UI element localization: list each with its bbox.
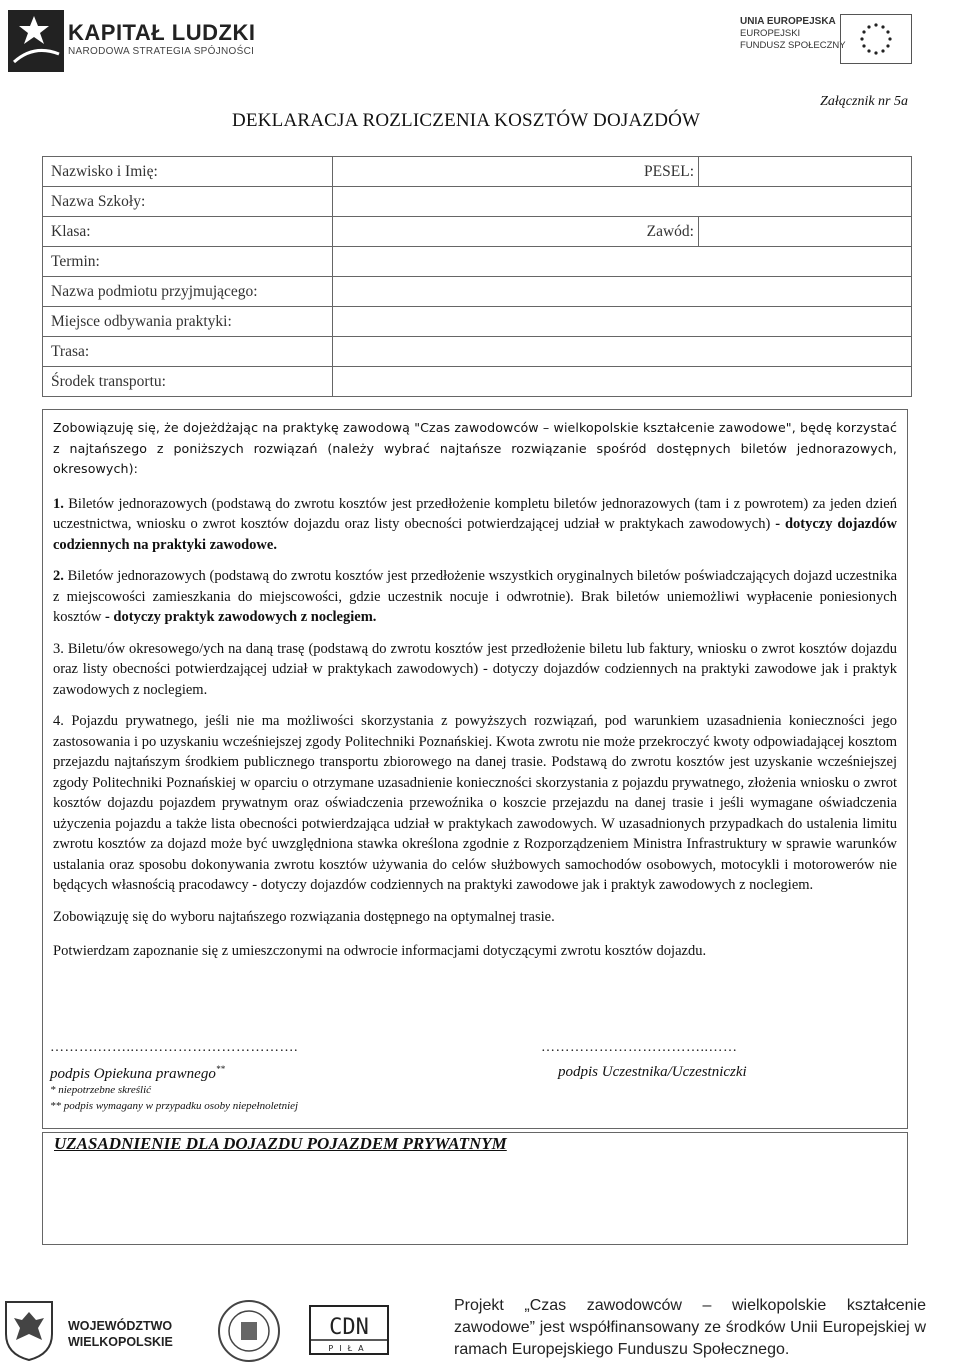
school-field[interactable]: [333, 187, 912, 217]
voivodeship-line-1: WOJEWÓDZTWO: [68, 1319, 173, 1333]
voivodeship-line-2: WIELKOPOLSKIE: [68, 1335, 173, 1349]
personal-data-table: [42, 156, 912, 397]
voivodeship-label: [68, 1318, 173, 1350]
route-field[interactable]: [333, 337, 912, 367]
option-2-number: 2.: [53, 568, 64, 584]
guardian-signature-mark: **: [215, 1064, 225, 1074]
entity-label: Nazwa podmiotu przyjmującego:: [43, 277, 333, 307]
option-2-scope: - dotyczy praktyk zawodowych z noclegiem.: [104, 609, 377, 625]
class-label: Klasa:: [43, 217, 333, 247]
option-1-number: 1.: [53, 495, 64, 512]
justification-title: UZASADNIENIE DLA DOJAZDU POJAZDEM PRYWATNYM: [54, 1134, 507, 1153]
ue-line-1: UNIA EUROPEJSKA: [740, 16, 836, 27]
annex-label: Załącznik nr 5a: [820, 94, 908, 109]
option-1-text: Biletów jednorazowych (podstawą do zwrotu kosztów jest przedłożenie kompletu biletów jednorazowych (tam i z powrotem) za jeden dzień uczestnictwa, wniosku o zwrot kosztów dojazdu oraz listy obecności potwierdzającej udział w praktykach zawodowych): [53, 495, 897, 532]
table-row: [43, 187, 912, 217]
option-1-scope: - dotyczy dojazdów codziennych na praktyki zawodowe.: [53, 516, 897, 553]
entity-field[interactable]: [333, 277, 912, 307]
term-field[interactable]: [333, 247, 912, 277]
option-4-paragraph: 4. Pojazdu prywatnego, jeśli nie ma możliwości skorzystania z powyższych rozwiązań, pod warunkiem uzasadnienia konieczności jego zastosowania i po uzyskaniu wcześniejszej zgody Politechniki Poznańskiej. Kwota zwrotu nie może przekroczyć kwoty odpowiadającej kosztom przejazdu najtańszym środkiem publicznego transportu zbiorowego na danej trasie. Podstawą do zwrotu kosztów jest uzyskanie wcześniejszej zgody Politechniki Poznańskiej w oparciu o otrzymane uzasadnienie konieczności skorzystania z pojazdu prywatnego, złożenia wniosku o zwrot kosztów dojazdu pojazdem prywatnym oraz oświadczenia przewoźnika o koszcie przejazdu na danej trasie i jeśli wymagane oświadczenia użyczenia pojazdu a także lista obecności potwierdzająca udział w praktykach zawodowych. W uzasadnionych przypadkach do ustalenia limitu zwrotu kosztów za dojazd może być uwzględniona stawka określona zgodnie z Rozporządzeniem Ministra Infrastruktury w sprawie warunków ustalania oraz sposobu dokonywania zwrotu kosztów używania do celów służbowych samochodów osobowych, motocykli i motorowerów nie będących własnością pracodawcy - dotyczy dojazdów codziennych na praktyki zawodowe jak i praktyk zawodowych z noclegiem.: [53, 713, 897, 893]
table-row: [43, 217, 912, 247]
document-title: DEKLARACJA ROZLICZENIA KOSZTÓW DOJAZDÓW: [232, 110, 701, 131]
eu-flag-icon: [840, 14, 912, 64]
route-label: Trasa:: [43, 337, 333, 367]
cdn-pila-logo-icon: [306, 1300, 392, 1360]
cdn-logo-subtext: PIŁA: [328, 1344, 370, 1353]
commitment-paragraph: Zobowiązuję się do wyboru najtańszego rozwiązania dostępnego na optymalnej trasie.: [53, 908, 555, 925]
politechnika-seal-icon: [216, 1298, 282, 1364]
guardian-signature-line[interactable]: ……….……..…………………………….: [50, 1040, 298, 1055]
student-signature-caption: podpis Uczestnika/Uczestniczki: [558, 1064, 747, 1080]
profession-label: Zawód:: [646, 222, 694, 240]
table-row: [43, 157, 912, 187]
declaration-body: [42, 409, 908, 1129]
option-1-paragraph: [53, 494, 897, 556]
table-row: [43, 367, 912, 397]
profession-field[interactable]: [699, 217, 912, 247]
profession-cell[interactable]: [333, 217, 699, 247]
pesel-label: PESEL:: [644, 162, 694, 180]
kapital-ludzki-title: KAPITAŁ LUDZKI: [68, 20, 256, 45]
name-label: Nazwisko i Imię:: [43, 157, 333, 187]
pesel-cell[interactable]: [333, 157, 699, 187]
cdn-logo-text: CDN: [329, 1315, 369, 1340]
project-info: Projekt „Czas zawodowców – wielkopolskie kształcenie zawodowe” jest współfinansowany ze środków Unii Europejskiej w ramach Europejskiego Funduszu Społecznego.: [454, 1297, 926, 1358]
table-row: [43, 307, 912, 337]
intro-paragraph: Zobowiązuję się, że dojeżdżając na praktykę zawodową "Czas zawodowców – wielkopolskie kształcenie zawodowe", będę korzystać z najtańszego z poniższych rozwiązań (należy wybrać najtańsze rozwiązanie spośród dostępnych biletów jednorazowych, okresowych):: [53, 420, 897, 476]
place-field[interactable]: [333, 307, 912, 337]
ue-line-3: FUNDUSZ SPOŁECZNY: [740, 40, 846, 51]
option-2-paragraph: [53, 566, 897, 628]
pesel-field[interactable]: [699, 157, 912, 187]
wielkopolska-crest-icon: [2, 1298, 56, 1362]
option-3-paragraph: 3. Biletu/ów okresowego/ych na daną trasę (podstawą do zwrotu kosztów jest przedłożenie biletu lub faktury, wniosku o zwrot kosztów dojazdu oraz listy obecności potwierdzającej udział w praktykach zawodowych) - dotyczy dojazdów codziennych na praktyki zawodowe jak i praktyk zawodowych z noclegiem.: [53, 640, 897, 698]
student-signature-line[interactable]: ……………………………..……: [541, 1040, 738, 1055]
kapital-ludzki-subtitle: NARODOWA STRATEGIA SPÓJNOŚCI: [68, 46, 255, 57]
ue-line-2: EUROPEJSKI: [740, 28, 801, 39]
footnote-2: ** podpis wymagany w przypadku osoby niepełnoletniej: [50, 1100, 299, 1112]
table-row: [43, 247, 912, 277]
guardian-signature-caption: [50, 1064, 225, 1083]
option-2-text: Biletów jednorazowych (podstawą do zwrotu kosztów jest przedłożenie wszystkich oryginalnych biletów poświadczających dojazd uczestnika z miejscowości zamieszkania do miejscowości, gdzie uczestnik nocuje i odwrotnie). Brak biletów uniemożliwi wypłacenie poniesionych kosztów: [53, 568, 897, 625]
ue-label: [740, 16, 846, 52]
transport-field[interactable]: [333, 367, 912, 397]
place-label: Miejsce odbywania praktyki:: [43, 307, 333, 337]
table-row: [43, 277, 912, 307]
school-label: Nazwa Szkoły:: [43, 187, 333, 217]
term-label: Termin:: [43, 247, 333, 277]
confirmation-paragraph: Potwierdzam zapoznanie się z umieszczonymi na odwrocie informacjami dotyczącymi zwrotu kosztów dojazdu.: [53, 943, 707, 959]
table-row: [43, 337, 912, 367]
transport-label: Środek transportu:: [43, 367, 333, 397]
guardian-signature-label: podpis Opiekuna prawnego: [50, 1066, 216, 1082]
footnote-1: * niepotrzebne skreślić: [50, 1084, 152, 1096]
